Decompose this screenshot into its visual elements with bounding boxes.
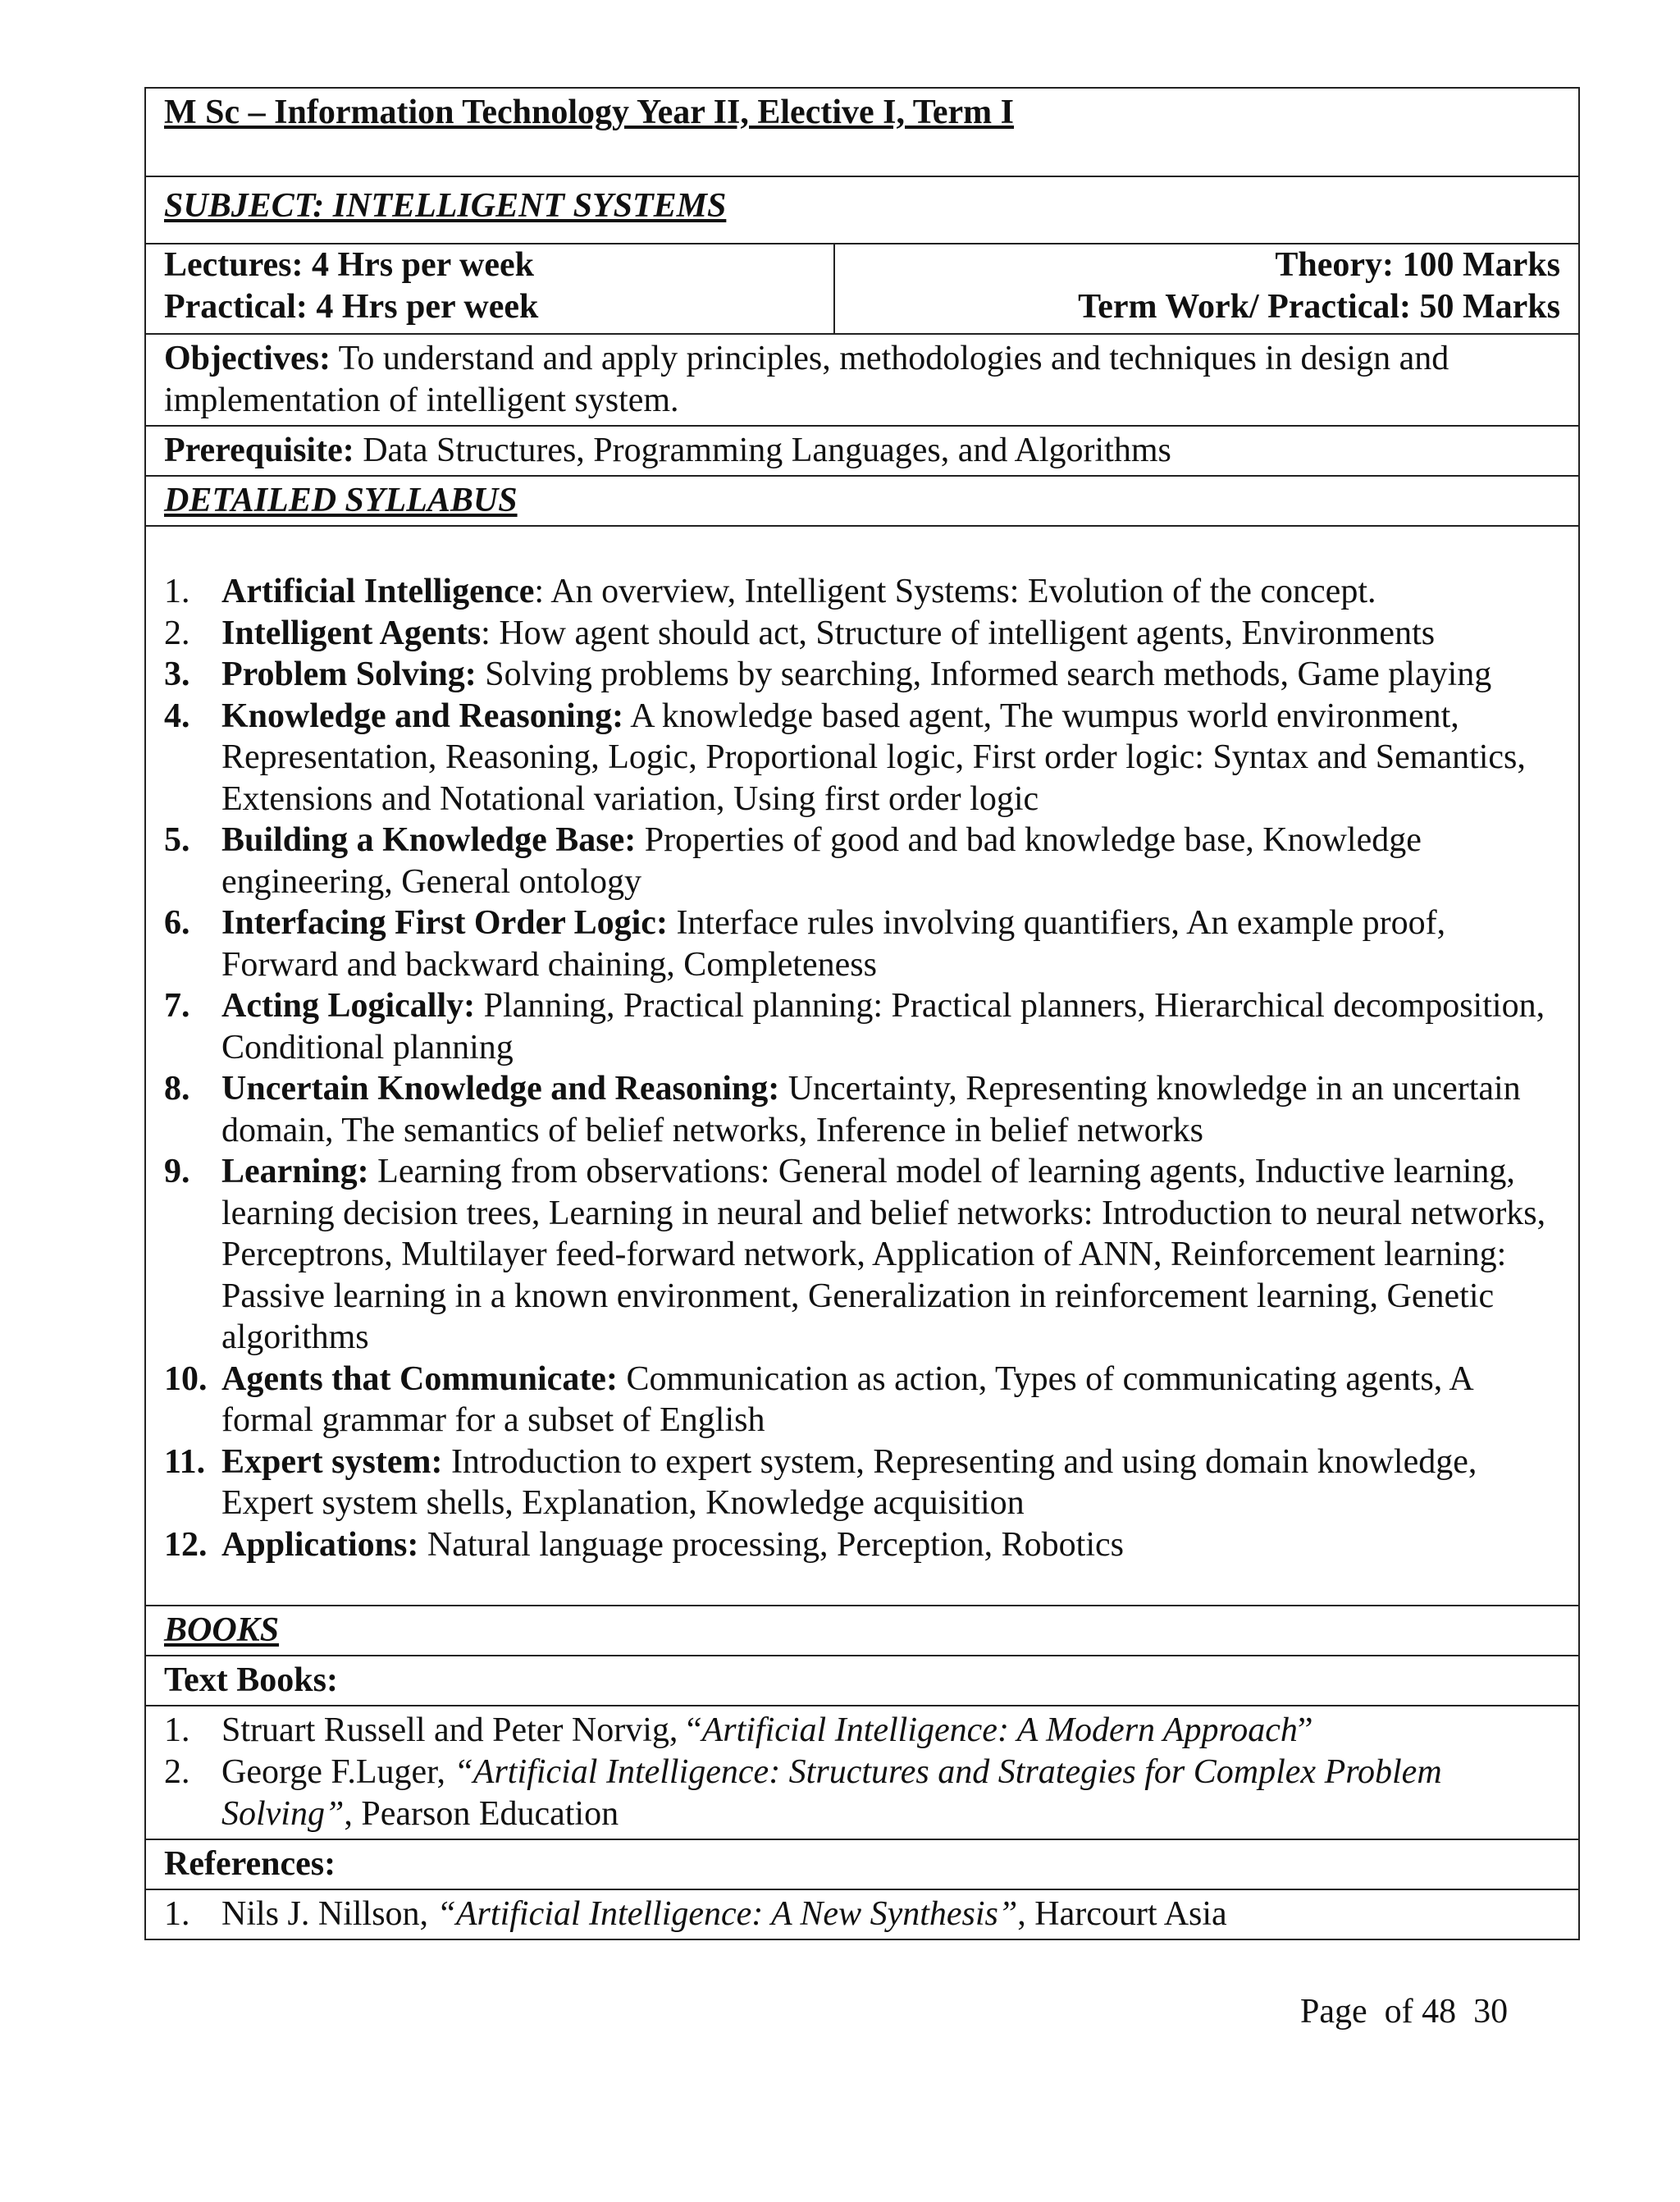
syllabus-item-text: How agent should act, Structure of intelligent agents, Environments (490, 614, 1436, 652)
syllabus-item-title: Agents that Communicate: (221, 1359, 618, 1398)
syllabus-item-text: Solving problems by searching, Informed search methods, Game playing (476, 656, 1492, 693)
syllabus-item-number: 2. (164, 614, 190, 652)
books-heading-row (146, 1606, 1578, 1656)
text-books-list (164, 1710, 1560, 1835)
syllabus-item-text: Interface rules involving quantifiers, An example proof, Forward and backward chaining, Completeness (221, 904, 1446, 984)
reference-item (164, 1894, 1560, 1935)
syllabus-item-text: Communication as action, Types of communicating agents, A formal grammar for a subset of English (221, 1359, 1472, 1439)
text-book-publisher: , Pearson Education (344, 1795, 619, 1833)
text-books-row (146, 1706, 1578, 1840)
syllabus-item-title: Artificial Intelligence (221, 573, 535, 610)
prerequisite-label: Prerequisite: (164, 432, 354, 469)
text-books-label-row (146, 1656, 1578, 1706)
syllabus-item-title: Expert system: (221, 1442, 443, 1481)
syllabus-item-number: 10. (164, 1359, 208, 1398)
syllabus-item-title: Applications: (221, 1525, 419, 1564)
practical-hours: Practical: 4 Hrs per week (164, 288, 539, 326)
text-books-label: Text Books: (164, 1661, 338, 1699)
syllabus-list-row (146, 527, 1578, 1606)
syllabus-item (164, 696, 1560, 820)
reference-author: Nils J. Nillson, (221, 1895, 437, 1933)
syllabus-item-number: 11. (164, 1442, 206, 1481)
syllabus-item-text: An overview, Intelligent Systems: Evolution of the concept. (544, 573, 1376, 610)
syllabus-item-text: Learning from observations: General model of learning agents, Inductive learning, learning decision trees, Learning in neural and belief networks: Introduction to neural networks, Perceptrons, Multilayer feed-forward network, Application of ANN, Reinforcement learning: Passive learning in a known environment, Generalization in reinforcement learning, Genetic algorithms (221, 1153, 1546, 1356)
syllabus-item-title: Interfacing First Order Logic: (221, 904, 668, 942)
books-heading: BOOKS (164, 1611, 280, 1649)
prerequisite-text: Data Structures, Programming Languages, and Algorithms (354, 432, 1171, 469)
lectures-hours: Lectures: 4 Hrs per week (164, 246, 535, 284)
prerequisite-row (146, 427, 1578, 477)
syllabus-table (144, 87, 1580, 1940)
text-book-author: George F.Luger, (221, 1753, 454, 1791)
text-book-number: 1. (164, 1711, 190, 1749)
syllabus-item (164, 1151, 1560, 1359)
reference-number: 1. (164, 1895, 190, 1933)
text-book-item (164, 1710, 1560, 1752)
syllabus-item-text: Natural language processing, Perception, Robotics (418, 1525, 1124, 1564)
reference-publisher: , Harcourt Asia (1017, 1895, 1227, 1933)
theory-marks: Theory: 100 Marks (1275, 246, 1560, 284)
syllabus-item-title: Problem Solving: (221, 656, 477, 693)
syllabus-item-text: Planning, Practical planning: Practical planners, Hierarchical decomposition, Conditional planning (221, 987, 1545, 1067)
syllabus-item (164, 571, 1560, 613)
text-book-number: 2. (164, 1753, 190, 1791)
objectives-label: Objectives: (164, 340, 331, 377)
objectives-row (146, 335, 1578, 427)
subject-row (146, 177, 1578, 244)
syllabus-item (164, 1359, 1560, 1441)
hours-row (146, 244, 1578, 335)
syllabus-item-number: 3. (164, 656, 190, 693)
objectives-text: To understand and apply principles, methodologies and techniques in design and implementation of intelligent system. (164, 340, 1449, 419)
syllabus-list (164, 571, 1560, 1565)
course-title-row (146, 89, 1578, 177)
text-book-item (164, 1752, 1560, 1835)
marks-right-cell (835, 244, 1578, 333)
syllabus-item-text: Properties of good and bad knowledge base, Knowledge engineering, General ontology (221, 821, 1422, 901)
reference-title: “Artificial Intelligence: A New Synthesis” (436, 1895, 1018, 1933)
course-title: M Sc – Information Technology Year II, Elective I, Term I (164, 94, 1014, 131)
text-book-title: Artificial Intelligence: A Modern Approach (701, 1711, 1298, 1749)
text-book-publisher: ” (1297, 1711, 1313, 1749)
syllabus-item-text: Uncertainty, Representing knowledge in an uncertain domain, The semantics of belief networks, Inference in belief networks (221, 1070, 1521, 1149)
syllabus-item-title: Learning: (221, 1153, 369, 1190)
syllabus-item (164, 1441, 1560, 1524)
syllabus-heading-row (146, 477, 1578, 527)
syllabus-item (164, 985, 1560, 1068)
syllabus-item-text: Introduction to expert system, Representing and using domain knowledge, Expert system shells, Explanation, Knowledge acquisition (221, 1442, 1477, 1522)
syllabus-item (164, 902, 1560, 985)
syllabus-item-separator: : (481, 614, 491, 652)
syllabus-item (164, 1068, 1560, 1151)
references-label: References: (164, 1845, 336, 1883)
syllabus-heading: DETAILED SYLLABUS (164, 482, 518, 519)
syllabus-item-number: 7. (164, 987, 190, 1025)
syllabus-item (164, 613, 1560, 655)
syllabus-item-number: 5. (164, 821, 190, 859)
syllabus-item-text: A knowledge based agent, The wumpus world environment, Representation, Reasoning, Logic, Proportional logic, First order logic: Syntax and Semantics, Extensions and Notational variation, Using first order logic (221, 697, 1526, 818)
syllabus-item-separator: : (534, 573, 545, 610)
syllabus-item-title: Intelligent Agents (221, 614, 482, 652)
syllabus-item-number: 4. (164, 697, 190, 735)
syllabus-item (164, 820, 1560, 902)
syllabus-item-title: Acting Logically: (221, 987, 476, 1025)
references-row (146, 1890, 1578, 1939)
syllabus-item (164, 1524, 1560, 1566)
syllabus-item-title: Knowledge and Reasoning: (221, 697, 624, 735)
syllabus-item-number: 9. (164, 1153, 190, 1190)
syllabus-item-title: Uncertain Knowledge and Reasoning: (221, 1070, 780, 1108)
syllabus-item-title: Building a Knowledge Base: (221, 821, 637, 859)
syllabus-item (164, 654, 1560, 696)
syllabus-item-number: 6. (164, 904, 190, 942)
references-label-row (146, 1840, 1578, 1890)
syllabus-item-number: 1. (164, 573, 190, 610)
term-work-marks: Term Work/ Practical: 50 Marks (1078, 288, 1560, 326)
text-book-title: “Artificial Intelligence: Structures and Strategies for Complex Problem Solving” (221, 1753, 1442, 1833)
references-list (164, 1894, 1560, 1935)
syllabus-item-number: 8. (164, 1070, 190, 1108)
page-number: Page of 48 30 (1300, 1993, 1509, 2031)
syllabus-item-number: 12. (164, 1525, 208, 1564)
hours-left-cell (146, 244, 835, 333)
text-book-author: Struart Russell and Peter Norvig, “ (221, 1711, 702, 1749)
subject-title: SUBJECT: INTELLIGENT SYSTEMS (164, 187, 727, 225)
